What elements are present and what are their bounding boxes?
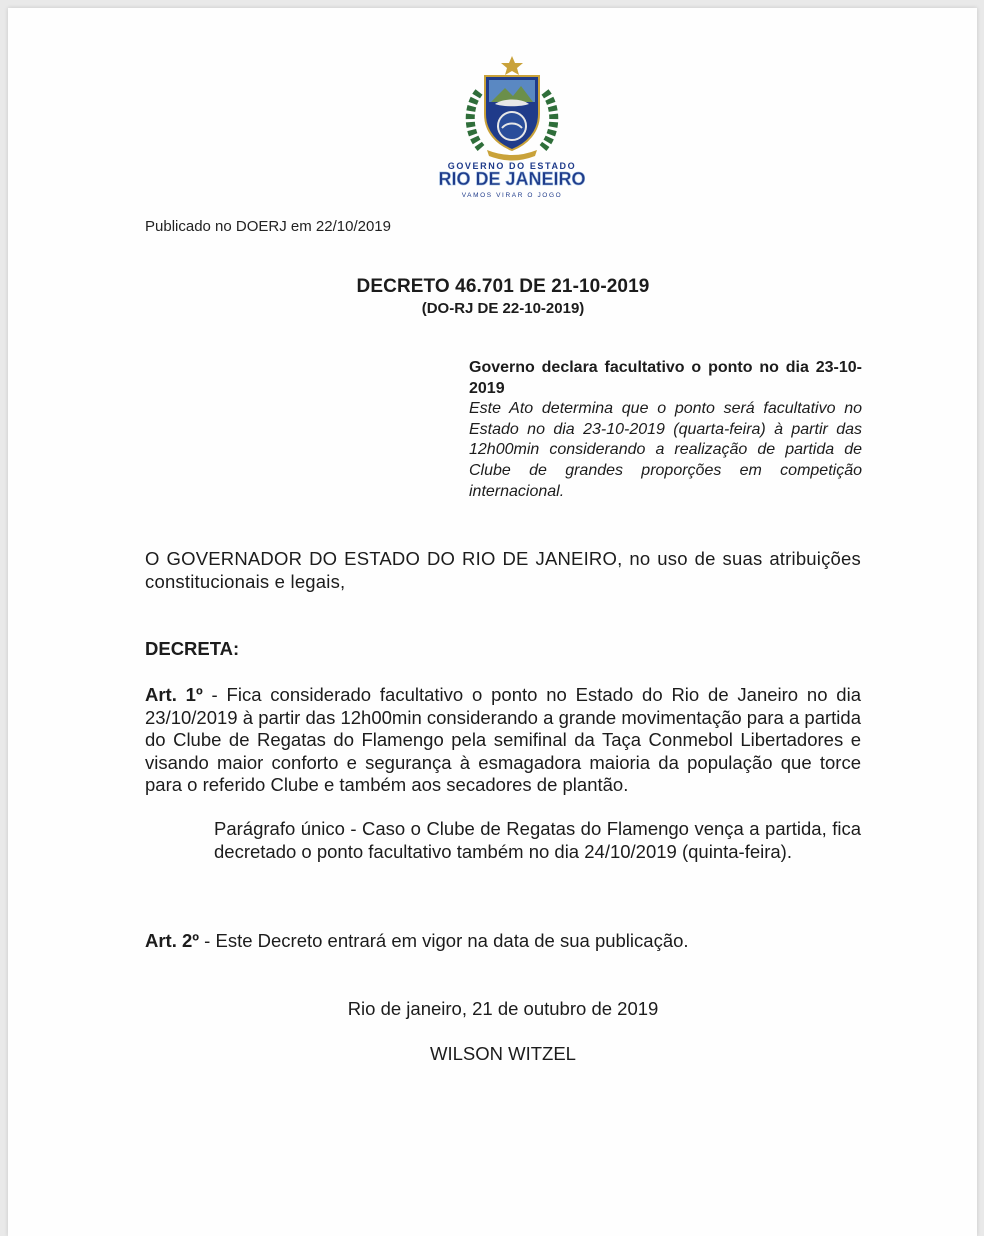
state-government-logo (419, 52, 605, 202)
logo-line3: VAMOS VIRAR O JOGO (461, 192, 563, 199)
decree-subtitle: (DO-RJ DE 22-10-2019) (421, 300, 585, 317)
publication-note: Publicado no DOERJ em 22/10/2019 (145, 218, 391, 235)
article-2-text: - Este Decreto entrará em vigor na data de sua publicação. (199, 930, 689, 951)
summary-body: Este Ato determina que o ponto será facultativo no Estado no dia 23-10-2019 (quarta-feira) à partir das 12h00min considerando a realização de partida de Clube de grandes proporções em competição internacional. (469, 400, 862, 500)
preamble: O GOVERNADOR DO ESTADO DO RIO DE JANEIRO, no uso de suas atribuições constitucionais e legais, (145, 548, 861, 592)
article-2 (145, 930, 861, 953)
article-1-text: - Fica considerado facultativo o ponto no Estado do Rio de Janeiro no dia 23/10/2019 à partir das 12h00min considerando a grande movimentação para a partida do Clube de Regatas do Flamengo pela semifinal da Taça Conmebol Libertadores e visando maior conforto e segurança à esmagadora maioria da população que torce para o referido Clube e também aos secadores de plantão. (145, 684, 861, 795)
decree-summary (469, 358, 862, 502)
article-1-label: Art. 1º (145, 684, 203, 705)
place-and-date: Rio de janeiro, 21 de outubro de 2019 (347, 998, 659, 1019)
logo-line2: RIO DE JANEIRO (438, 169, 586, 189)
summary-heading: Governo declara facultativo o ponto no dia 23-10-2019 (469, 359, 862, 397)
article-1 (145, 684, 861, 797)
coat-of-arms-icon (419, 52, 605, 202)
article-2-label: Art. 2º (145, 930, 200, 951)
decreta-label: DECRETA: (145, 638, 240, 659)
document-page (8, 8, 977, 1236)
logo-line1: GOVERNO DO ESTADO (447, 161, 577, 171)
decree-title: DECRETO 46.701 DE 21-10-2019 (356, 276, 650, 297)
signer-name: WILSON WITZEL (430, 1043, 576, 1064)
paragraph-unico: Parágrafo único - Caso o Clube de Regatas do Flamengo vença a partida, fica decretado o ponto facultativo também no dia 24/10/2019 (quinta-feira). (214, 818, 861, 862)
